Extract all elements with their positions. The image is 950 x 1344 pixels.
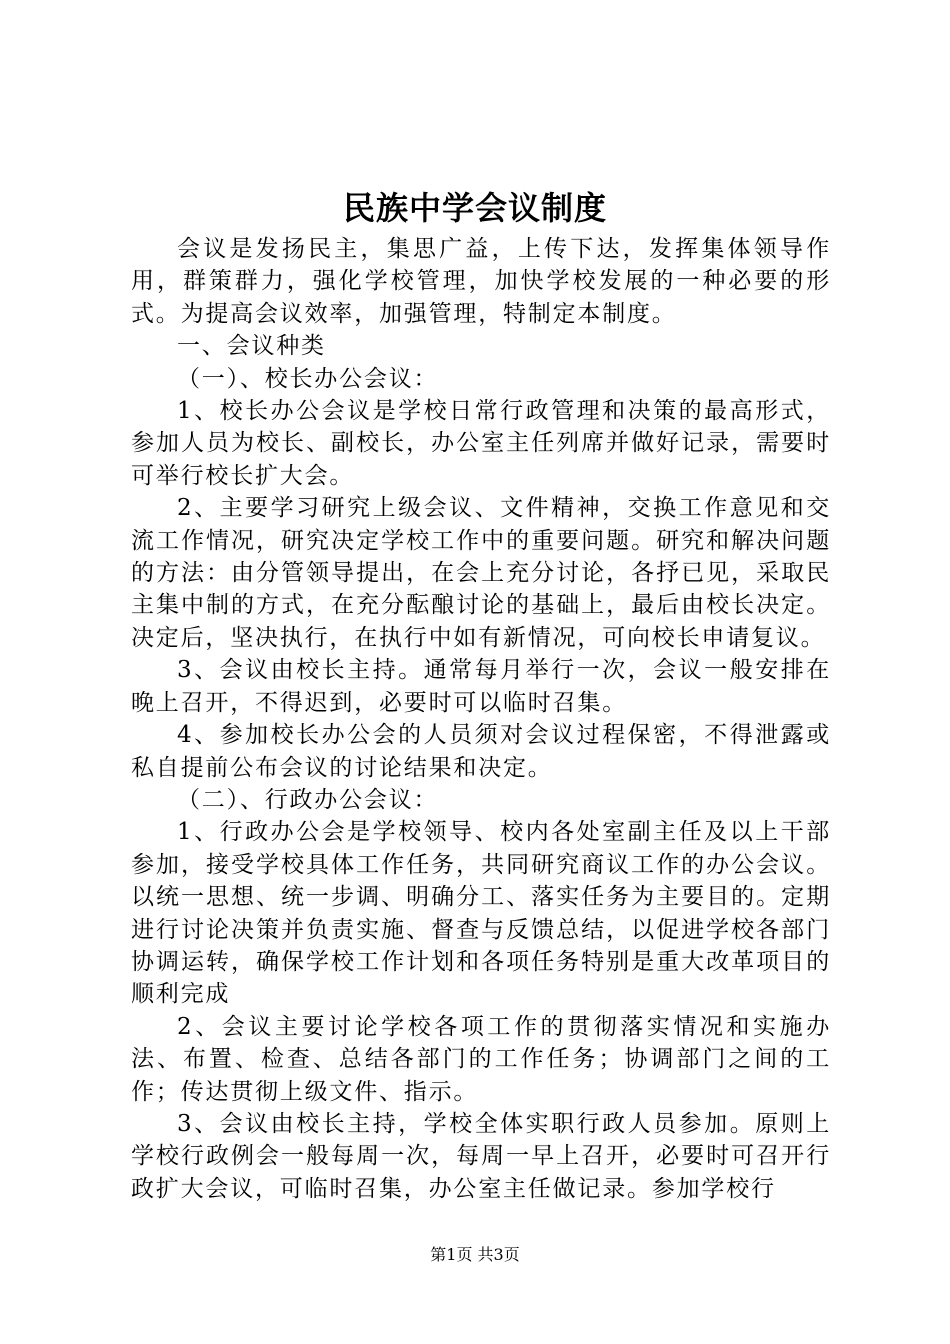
page-footer: 第1页 共3页 (430, 1245, 520, 1264)
paragraph-admin-1: 1、行政办公会是学校领导、校内各处室副主任及以上干部参加，接受学校具体工作任务，共同研究商议工作的办公会议。以统一思想、统一步调、明确分工、落实任务为主要目的。定期进行讨论决策并负责实施、督查与反馈总结，以促进学校各部门协调运转，确保学校工作计划和各项任务特别是重大改革项目的顺利完成 (131, 819, 831, 1008)
document-body (131, 233, 831, 1205)
paragraph-admin-2: 2、会议主要讨论学校各项工作的贯彻落实情况和实施办法、布置、检查、总结各部门的工作任务；协调部门之间的工作；传达贯彻上级文件、指示。 (131, 1013, 831, 1105)
heading-meeting-types: 一、会议种类 (177, 333, 326, 360)
paragraph-admin-3: 3、会议由校长主持，学校全体实职行政人员参加。原则上学校行政例会一般每周一次，每周一早上召开，必要时可召开行政扩大会议，可临时召集，办公室主任做记录。参加学校行 (131, 1110, 831, 1202)
paragraph-principal-1: 1、校长办公会议是学校日常行政管理和决策的最高形式，参加人员为校长、副校长，办公室主任列席并做好记录，需要时可举行校长扩大会。 (131, 398, 831, 489)
paragraph-principal-2: 2、主要学习研究上级会议、文件精神，交换工作意见和交流工作情况，研究决定学校工作中的重要问题。研究和解决问题的方法：由分管领导提出，在会上充分讨论，各抒已见，采取民主集中制的方式，在充分酝酿讨论的基础上，最后由校长决定。决定后，坚决执行，在执行中如有新情况，可向校长申请复议。 (131, 495, 831, 651)
paragraph-principal-4: 4、参加校长办公会的人员须对会议过程保密，不得泄露或私自提前公布会议的讨论结果和决定。 (131, 722, 831, 781)
subheading-admin-meeting: （二）、行政办公会议： (177, 786, 439, 813)
subheading-principal-meeting: （一）、校长办公会议： (177, 365, 439, 392)
page-title: 民族中学会议制度 (342, 189, 607, 227)
paragraph-principal-3: 3、会议由校长主持。通常每月举行一次，会议一般安排在晚上召开，不得迟到，必要时可以临时召集。 (131, 657, 831, 716)
paragraph-intro: 会议是发扬民主，集思广益，上传下达，发挥集体领导作用，群策群力，强化学校管理，加快学校发展的一种必要的形式。为提高会议效率，加强管理，特制定本制度。 (131, 236, 831, 327)
